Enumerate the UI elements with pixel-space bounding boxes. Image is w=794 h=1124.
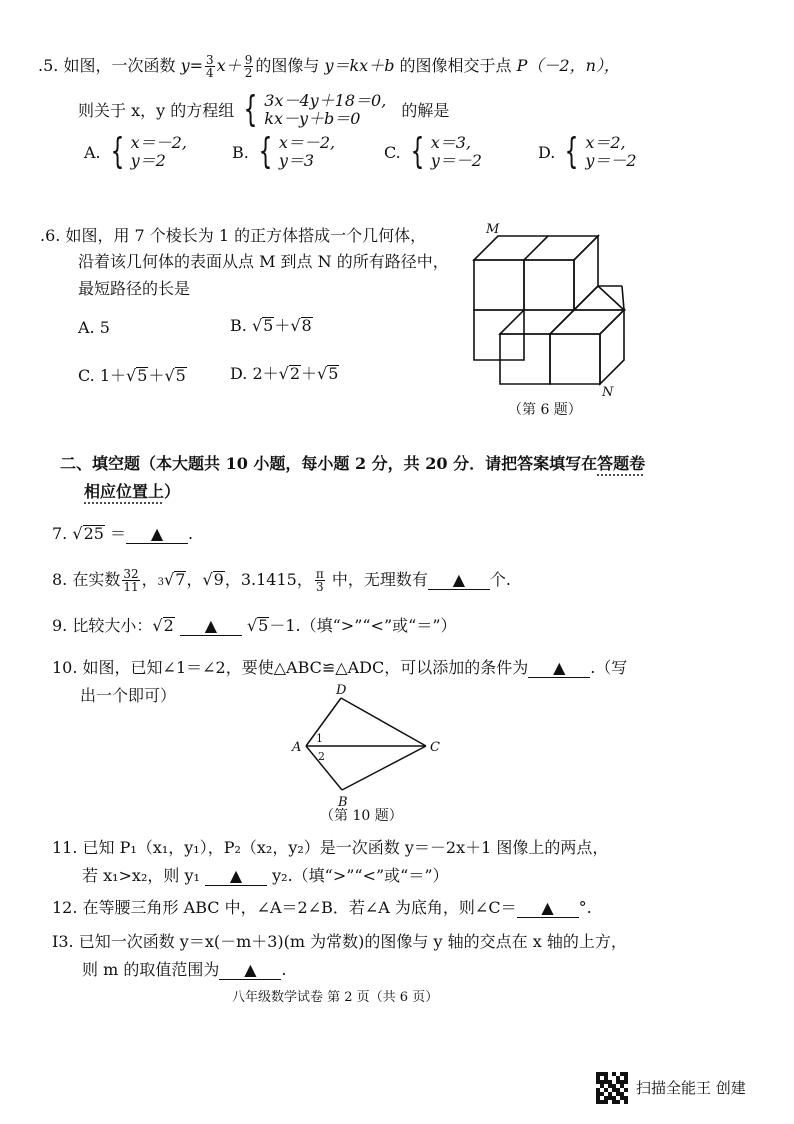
q6-number: .6. [40,226,61,245]
sqrt-icon: √ 2 [152,616,174,636]
q5-option-d: D. { x＝2, y＝－2 [538,131,637,172]
q5-option-b: B. { x＝－2, y＝3 [232,131,336,172]
sqrt-icon: √ 25 [72,524,104,544]
q10-caption: （第 10 题） [320,808,403,824]
q8-pi-fraction: $\frac{\pi}{3}$ [315,567,324,594]
q6-caption: （第 6 题） [508,402,582,418]
q10-angle-1: 1 [316,732,323,745]
q5-fraction-9-2: $\frac{9}{2}$ [244,53,253,80]
q5-option-a: A. { x＝－2, y＝2 [84,131,187,172]
q5-line1 [38,54,620,79]
q10-label-b: B [338,795,348,810]
q10-label-d: D [336,683,347,698]
q5-point: P（－2，n）， [516,56,620,75]
q6-line1: .6. 如图，用 7 个棱长为 1 的正方体搭成一个几何体， [40,226,427,245]
q9: 9. 比较大小：√ 2 ▲ √ 5 －1.（填“>”“<”或“＝”） [52,616,457,636]
q6-cube-figure [466,222,646,400]
q6-label-m: M [486,222,500,237]
q8-fraction: $\frac{32}{11}$ [123,567,139,594]
q5-equation-system: { 3x－4y＋18＝0, kx－y＋b＝0 [243,89,387,130]
q13-answer-blank[interactable]: ▲ [219,960,281,980]
q5-fn-y: y= [180,56,204,75]
q11-line1: 11. 已知 P₁（x₁，y₁），P₂（x₂，y₂）是一次函数 y＝－2x＋1 图像上的两点， [52,838,609,857]
q8: 8. 在实数 $\frac{32}{11}$ ， 3 √ 7 ，√ 9 ，3.1415， $\frac{\pi}{3}$ 中，无理数有 ▲ 个. [52,567,511,594]
q6-option-c: C. 1＋√ 5 ＋√ 5 [78,366,186,386]
q6-line3: 最短路径的长是 [78,279,191,298]
q10-line2: 出一个即可） [80,686,177,705]
q7-answer-blank[interactable]: ▲ [126,524,188,544]
q10-angle-2: 2 [318,750,325,763]
q5-text-e: 的解是 [401,100,450,120]
brace-icon: { [243,89,258,130]
q6-option-b: B. √ 5 ＋√ 8 [230,316,312,336]
section2-heading-cont: 相应位置上） [84,482,181,501]
q10-label-c: C [430,740,440,755]
q6-label-n: N [602,385,614,400]
q9-answer-blank[interactable]: ▲ [180,616,242,636]
q5-text-a: 如图，一次函数 [63,56,176,75]
sqrt-icon: √ 5 [251,316,274,336]
q10-line1: 10. 如图，已知∠1＝∠2，要使△ABC≌△ADC，可以添加的条件为 ▲ .（写 [52,658,628,677]
q13-line2: 则 m 的取值范围为 ▲ . [82,960,287,979]
q11-answer-blank[interactable]: ▲ [205,866,267,886]
q10-triangle-figure [286,682,456,810]
q6-line2: 沿着该几何体的表面从点 M 到点 N 的所有路径中， [78,252,449,271]
q8-answer-blank[interactable]: ▲ [428,570,490,590]
q10-label-a: A [292,740,302,755]
q7: 7. √ 25 ＝ ▲ . [52,524,194,544]
q5-text-d: 则关于 x，y 的方程组 [78,100,235,120]
section2-heading: 二、填空题（本大题共 10 小题，每小题 2 分，共 20 分．请把答案填写在答题卷 [60,454,646,473]
q5-fraction-3-4: $\frac{3}{4}$ [206,53,214,80]
scanner-watermark [596,1072,746,1104]
q13-line1: I3. 已知一次函数 y＝x(－m＋3)(m 为常数)的图像与 y 轴的交点在 x 轴的上方， [52,932,627,951]
q6-option-a: A. 5 [78,318,110,337]
q5-option-c: C. { x＝3, y＝－2 [384,131,482,172]
q11-line2: 若 x₁>x₂，则 y₁ ▲ y₂.（填“>”“<”或“＝”） [82,866,449,885]
q12-answer-blank[interactable]: ▲ [517,898,579,918]
sqrt-icon: √ 5 [246,616,269,636]
qr-code-icon [596,1072,628,1104]
page-footer: 八年级数学试卷 第 2 页（共 6 页） [232,990,439,1005]
q5-line2 [78,89,450,130]
cube-root-icon: 3 √ 7 [157,569,186,590]
q5-text-b: 的图像与 [255,56,320,75]
sqrt-icon: √ 9 [202,570,224,590]
q5-text-c: 的图像相交于点 [399,56,512,75]
q10-answer-blank[interactable]: ▲ [528,658,590,678]
q5-fn2: y＝kx＋b [324,56,395,75]
q12: 12. 在等腰三角形 ABC 中，∠A＝2∠B．若∠A 为底角，则∠C＝ ▲ °. [52,898,592,917]
q5-fn-x: x＋ [216,56,242,75]
q5-number: .5. [38,56,59,75]
watermark-text: 扫描全能王 创建 [636,1079,746,1097]
q6-option-d: D. 2＋√ 2 ＋√ 5 [230,364,339,384]
